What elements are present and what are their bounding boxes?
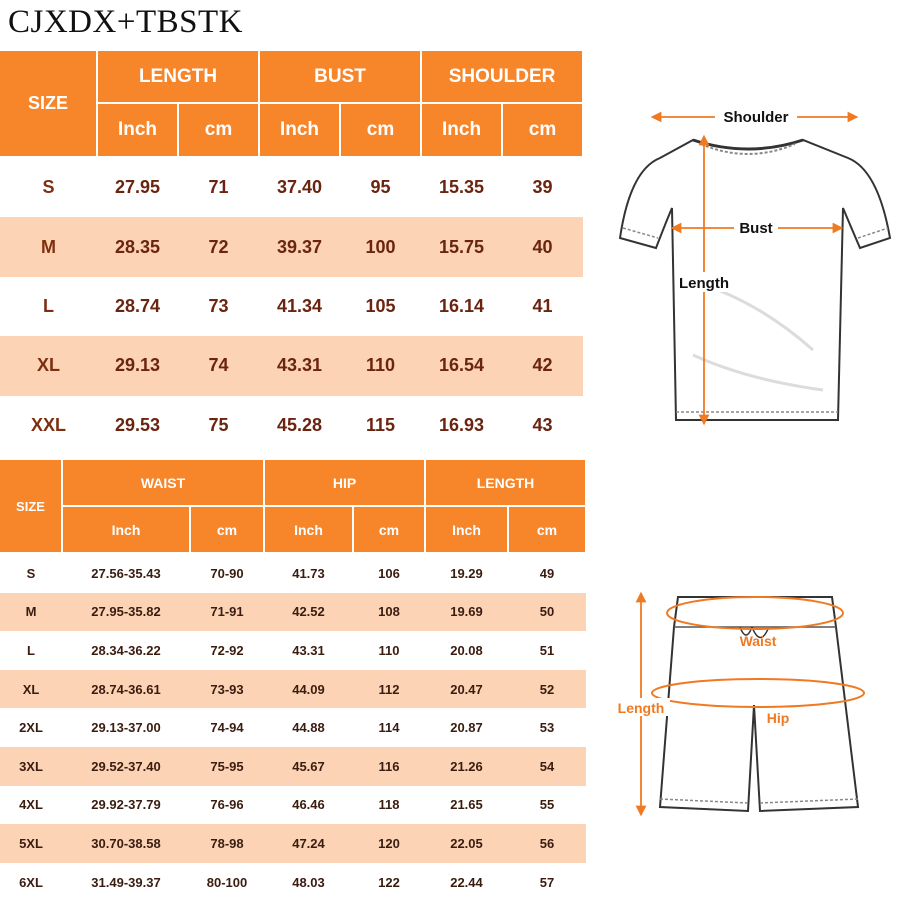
size-header: SIZE <box>0 51 97 157</box>
table-cell: 44.88 <box>292 720 325 736</box>
table-cell: 55 <box>539 797 555 813</box>
table-cell: 53 <box>539 720 555 736</box>
waist-label: Waist <box>739 633 777 649</box>
table-cell: 115 <box>366 414 396 435</box>
table-cell: 16.93 <box>439 414 485 435</box>
table-cell: 43 <box>532 414 553 435</box>
table-cell: 37.40 <box>276 177 323 198</box>
size-header: SIZE <box>0 460 62 553</box>
table-cell: 28.74 <box>114 295 161 316</box>
table-cell: 41 <box>532 295 553 316</box>
table-cell: 43.31 <box>292 642 325 658</box>
hip-group-header: HIP <box>264 460 425 506</box>
table-cell: 16.54 <box>421 336 502 395</box>
table-cell: 47.24 <box>264 824 353 863</box>
size-cell: 5XL <box>0 824 62 863</box>
table-cell: 54 <box>508 747 586 786</box>
table-row <box>0 277 583 336</box>
table-cell: 45.28 <box>276 414 323 435</box>
table-cell: 72 <box>178 217 259 276</box>
table-cell: 29.53 <box>114 414 161 435</box>
size-cell: XL <box>0 336 97 395</box>
table-cell: 114 <box>378 720 400 736</box>
size-cell: 6XL <box>19 874 43 890</box>
unit-header: cm <box>190 506 264 553</box>
table-cell: 15.75 <box>421 217 502 276</box>
table-cell: 75 <box>208 414 229 435</box>
waist-group-header: WAIST <box>62 460 264 506</box>
table-row <box>0 336 583 395</box>
length-group-header: LENGTH <box>425 460 586 506</box>
table-cell: 73-93 <box>190 670 264 709</box>
table-cell: 71 <box>208 177 229 198</box>
table-cell: 57 <box>539 874 555 890</box>
table-cell: 27.95 <box>114 177 161 198</box>
size-cell: XL <box>0 670 62 709</box>
table-cell: 40 <box>502 217 583 276</box>
table-cell: 41.34 <box>276 295 323 316</box>
table-cell: 44.09 <box>264 670 353 709</box>
table-cell: 31.49-39.37 <box>91 874 161 890</box>
size-cell: XXL <box>30 414 66 435</box>
table-cell: 28.74-36.61 <box>62 670 190 709</box>
table-cell: 74 <box>178 336 259 395</box>
table-cell: 20.08 <box>450 642 483 658</box>
brand-title: CJXDX+TBSTK <box>8 4 243 40</box>
table-cell: 116 <box>353 747 425 786</box>
table-cell: 110 <box>340 336 421 395</box>
shoulder-label: Shoulder <box>723 109 789 126</box>
size-cell: L <box>43 295 54 316</box>
unit-header: Inch <box>425 506 508 553</box>
size-cell: M <box>0 217 97 276</box>
table-cell: 42 <box>502 336 583 395</box>
size-cell: 2XL <box>19 720 43 736</box>
table-cell: 80-100 <box>206 874 248 890</box>
table-cell: 95 <box>370 177 391 198</box>
table-cell: 20.47 <box>425 670 508 709</box>
table-row <box>0 593 586 632</box>
table-cell: 39 <box>532 177 553 198</box>
table-cell: 78-98 <box>190 824 264 863</box>
table-cell: 20.87 <box>450 720 483 736</box>
unit-header: Inch <box>62 506 190 553</box>
table-cell: 30.70-38.58 <box>62 824 190 863</box>
table-cell: 52 <box>508 670 586 709</box>
tshirt-diagram <box>598 100 898 440</box>
table-cell: 27.95-35.82 <box>62 593 190 632</box>
size-cell: M <box>0 593 62 632</box>
table-cell: 76-96 <box>210 797 244 813</box>
table-cell: 48.03 <box>292 874 325 890</box>
table-cell: 122 <box>378 874 400 890</box>
table-cell: 29.13-37.00 <box>91 720 161 736</box>
table-cell: 21.26 <box>425 747 508 786</box>
bust-label: Bust <box>739 220 773 237</box>
size-cell: S <box>42 177 55 198</box>
table-cell: 46.46 <box>292 797 325 813</box>
table-row <box>0 863 586 901</box>
unit-header: Inch <box>259 103 340 157</box>
table-row <box>0 670 586 709</box>
table-cell: 42.52 <box>264 593 353 632</box>
size-cell: 3XL <box>0 747 62 786</box>
unit-header: cm <box>178 103 259 157</box>
table-cell: 41.73 <box>292 565 325 581</box>
table-cell: 27.56-35.43 <box>91 565 161 581</box>
table-cell: 45.67 <box>264 747 353 786</box>
table-cell: 56 <box>508 824 586 863</box>
table-cell: 28.35 <box>97 217 178 276</box>
table-cell: 29.92-37.79 <box>91 797 161 813</box>
table-cell: 51 <box>539 642 555 658</box>
table-row <box>0 631 586 670</box>
table-cell: 110 <box>378 642 400 658</box>
table-row <box>0 157 583 217</box>
table-row <box>0 553 586 593</box>
length-label: Length <box>617 700 665 716</box>
size-cell: S <box>26 565 36 581</box>
table-row <box>0 217 583 276</box>
table-cell: 108 <box>353 593 425 632</box>
table-cell: 19.29 <box>450 565 483 581</box>
unit-header: cm <box>502 103 583 157</box>
table-cell: 120 <box>353 824 425 863</box>
shorts-diagram <box>600 585 900 825</box>
unit-header: cm <box>353 506 425 553</box>
table-cell: 15.35 <box>439 177 485 198</box>
bottom-size-table <box>0 460 587 901</box>
table-row <box>0 396 583 455</box>
shoulder-group-header: SHOULDER <box>421 51 583 103</box>
unit-header: cm <box>340 103 421 157</box>
table-row <box>0 708 586 747</box>
table-cell: 22.44 <box>450 874 483 890</box>
table-cell: 74-94 <box>210 720 244 736</box>
table-cell: 72-92 <box>210 642 244 658</box>
bust-group-header: BUST <box>259 51 421 103</box>
table-cell: 112 <box>353 670 425 709</box>
table-cell: 29.13 <box>97 336 178 395</box>
table-cell: 16.14 <box>439 295 485 316</box>
table-row <box>0 747 586 786</box>
table-cell: 73 <box>208 295 229 316</box>
table-cell: 19.69 <box>425 593 508 632</box>
table-cell: 118 <box>378 797 400 813</box>
table-cell: 71-91 <box>190 593 264 632</box>
length-label: Length <box>679 275 729 292</box>
table-cell: 28.34-36.22 <box>91 642 161 658</box>
unit-header: Inch <box>264 506 353 553</box>
table-cell: 21.65 <box>450 797 483 813</box>
top-size-table <box>0 51 584 455</box>
hip-label: Hip <box>766 710 790 726</box>
table-cell: 75-95 <box>190 747 264 786</box>
unit-header: cm <box>508 506 586 553</box>
size-cell: L <box>27 642 35 658</box>
unit-header: Inch <box>97 103 178 157</box>
table-cell: 50 <box>508 593 586 632</box>
table-cell: 43.31 <box>259 336 340 395</box>
table-cell: 39.37 <box>259 217 340 276</box>
unit-header: Inch <box>421 103 502 157</box>
table-cell: 49 <box>539 565 555 581</box>
table-cell: 70-90 <box>210 565 244 581</box>
table-cell: 22.05 <box>425 824 508 863</box>
length-group-header: LENGTH <box>97 51 259 103</box>
table-cell: 106 <box>378 565 400 581</box>
size-cell: 4XL <box>19 797 43 813</box>
table-cell: 29.52-37.40 <box>62 747 190 786</box>
table-row <box>0 786 586 825</box>
table-row <box>0 824 586 863</box>
table-cell: 100 <box>340 217 421 276</box>
table-cell: 105 <box>365 295 396 316</box>
